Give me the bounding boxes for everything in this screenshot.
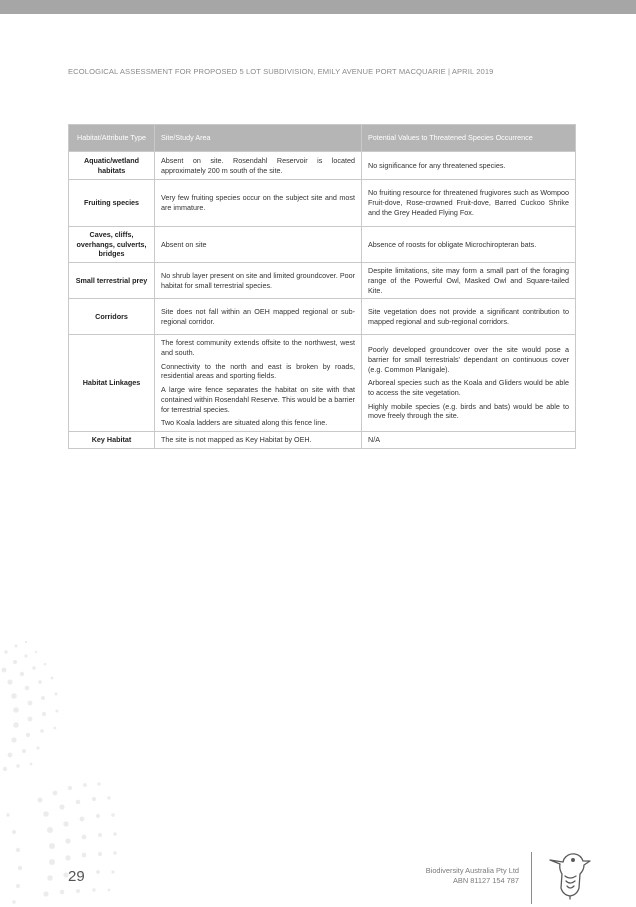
cell-paragraph: Absent on site [161,239,207,249]
site-cell [155,335,362,432]
site-cell [155,299,362,335]
dot-pattern-decoration [0,600,140,907]
cell-paragraph: Two Koala ladders are situated along this fence line. [161,418,328,428]
table-row [69,432,576,449]
cell-paragraph: Absence of roosts for obligate Microchiropteran bats. [368,239,537,249]
site-cell [155,152,362,180]
site-cell [155,227,362,263]
cell-paragraph: Site does not fall within an OEH mapped regional or sub-regional corridor. [161,307,355,326]
habitat-type-cell: Corridors [69,299,155,335]
value-cell [362,227,576,263]
value-cell [362,299,576,335]
top-accent-bar [0,0,636,14]
cell-paragraph: A large wire fence separates the habitat on site with that contained within Rosendahl Reserve. This would be a barrier for terrestrial species. [161,385,355,414]
cell-paragraph: Site vegetation does not provide a significant contribution to mapped regional and sub-regional corridors. [368,307,569,326]
footer-divider [531,852,532,904]
table-row [69,299,576,335]
cell-paragraph: Connectivity to the north and east is broken by roads, residential areas and sporting fields. [161,361,355,381]
site-cell [155,432,362,449]
value-cell [362,263,576,299]
cell-paragraph: Highly mobile species (e.g. birds and bats) would be able to move freely through the site. [368,401,569,421]
table-row [69,263,576,299]
company-info [380,866,519,887]
table-row [69,152,576,180]
habitat-type-cell: Fruiting species [69,180,155,227]
cell-paragraph: Absent on site. Rosendahl Reservoir is located approximately 200 m south of the site. [161,155,355,175]
habitat-type-cell: Small terrestrial prey [69,263,155,299]
cell-paragraph: No fruiting resource for threatened frugivores such as Wompoo Fruit-dove, Rose-crowned Fruit-dove, Barred Cuckoo Shrike and the Grey Headed Flying Fox. [368,188,569,217]
company-name: Biodiversity Australia Pty Ltd [425,866,519,875]
cell-paragraph: No shrub layer present on site and limited groundcover. Poor habitat for small terrestrial species. [161,271,355,290]
habitat-type-cell: Caves, cliffs, overhangs, culverts, bridges [69,227,155,263]
table-header-row [69,125,576,152]
site-cell [155,180,362,227]
column-header-habitat: Habitat/Attribute Type [69,125,155,152]
cell-paragraph: No significance for any threatened species. [368,160,506,170]
cell-paragraph: N/A [368,435,380,445]
company-abn: ABN 81127 154 787 [452,876,519,886]
value-cell [362,335,576,432]
cell-paragraph: The site is not mapped as Key Habitat by OEH. [161,435,312,445]
site-cell [155,263,362,299]
habitat-type-cell: Key Habitat [69,432,155,449]
cell-paragraph: Very few fruiting species occur on the subject site and most are immature. [161,193,355,212]
table-row [69,180,576,227]
habitat-type-cell: Habitat Linkages [69,335,155,432]
habitat-assessment-table [68,124,576,449]
value-cell [362,180,576,227]
cell-paragraph: Poorly developed groundcover over the site would pose a barrier for small terrestrials' dependant on continuous cover (e.g. Common Planigale). [368,345,569,374]
value-cell [362,152,576,180]
page-number: 29 [68,868,85,885]
column-header-value: Potential Values to Threatened Species Occurrence [362,125,576,152]
kookaburra-logo-icon [546,850,592,900]
table-row [69,227,576,263]
value-cell [362,432,576,449]
running-header: ECOLOGICAL ASSESSMENT FOR PROPOSED 5 LOT SUBDIVISION, EMILY AVENUE PORT MACQUARIE | APRIL 2019 [68,67,494,76]
cell-paragraph: Despite limitations, site may form a small part of the foraging range of the Powerful Owl, Masked Owl and Square-tailed Kite. [368,266,569,295]
table-row [69,335,576,432]
cell-paragraph: The forest community extends offsite to the northwest, west and south. [161,338,355,358]
habitat-type-cell: Aquatic/wetland habitats [69,152,155,180]
column-header-site: Site/Study Area [155,125,362,152]
cell-paragraph: Arboreal species such as the Koala and Gliders would be able to access the site vegetation. [368,378,569,398]
